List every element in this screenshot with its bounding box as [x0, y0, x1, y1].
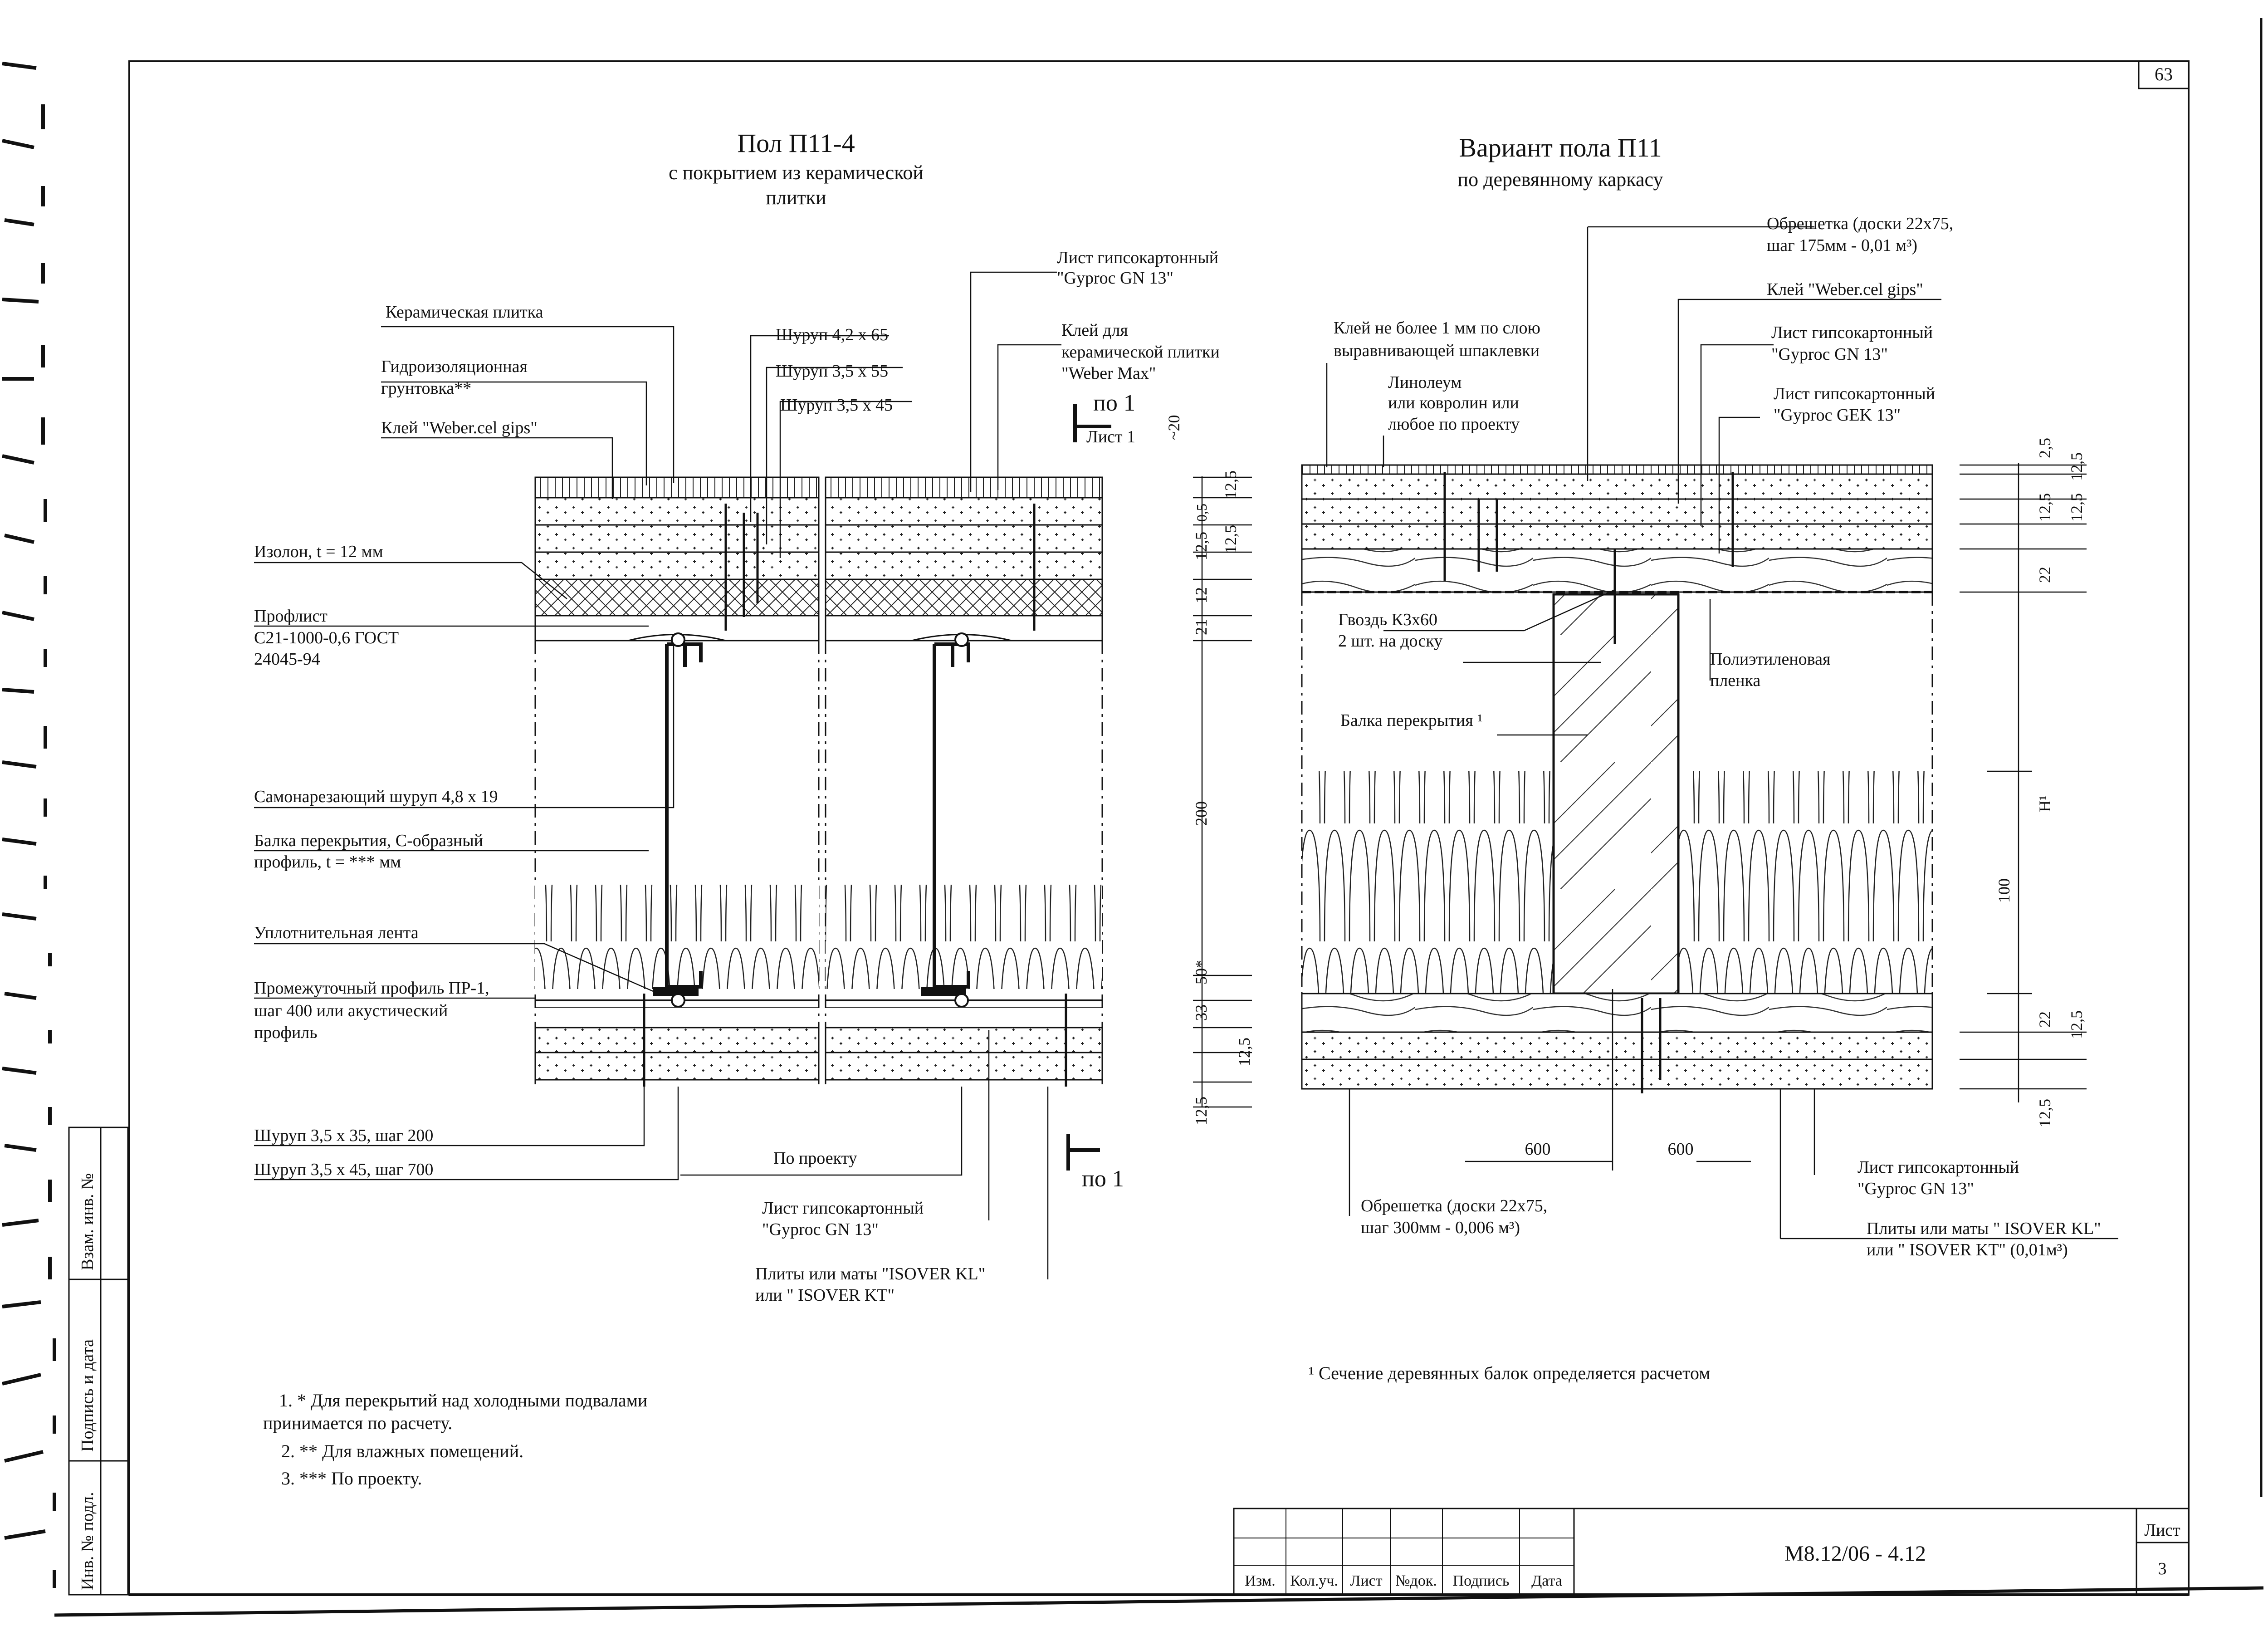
side-stamp [69, 1127, 128, 1595]
label-gkl-top-1: Лист гипсокартонный [1057, 248, 1219, 267]
left-subtitle-2: плитки [766, 186, 826, 209]
label-span-left: 600 [1525, 1140, 1551, 1159]
label-battens-bottom-1: Обрешетка (доски 22х75, [1361, 1196, 1548, 1215]
note-1a: 1. * Для перекрытий над холодными подвалами [279, 1390, 648, 1411]
label-pe-film-1: Полиэтиленовая [1710, 650, 1831, 669]
label-izolon: Изолон, t = 12 мм [254, 542, 383, 561]
left-panel-b [826, 477, 1102, 1087]
stamp-sign-label: Подпись и дата [78, 1339, 97, 1452]
label-mid-profile-3: профиль [254, 1023, 318, 1042]
right-drawing-title [1458, 133, 1663, 191]
label-gkl-bottom-r-1: Лист гипсокартонный [1857, 1158, 2019, 1177]
label-mid-profile-1: Промежуточный профиль ПР-1, [254, 979, 489, 998]
dim-r-4: 22 [2036, 567, 2054, 583]
label-gkl-bottom-1: Лист гипсокартонный [762, 1199, 924, 1218]
label-glue-weber: Клей "Weber.cel gips" [381, 418, 538, 437]
right-labels [1334, 214, 2101, 1259]
label-proflist-3: 24045-94 [254, 650, 320, 669]
label-glue-layer-1: Клей не более 1 мм по слою [1334, 318, 1540, 338]
label-beam-2: профиль, t = *** мм [254, 852, 401, 872]
label-nail-1: Гвоздь К3х60 [1338, 610, 1438, 629]
tb-sign: Подпись [1452, 1572, 1510, 1589]
right-dimensions [1995, 438, 2086, 1127]
binding-holes [2, 64, 54, 1588]
label-linoleum-3: любое по проекту [1388, 415, 1520, 434]
label-section-mark: по 1 [1093, 390, 1135, 416]
tb-sheet-label: Лист [2144, 1521, 2180, 1540]
dim-l-9: 33 [1192, 1004, 1210, 1021]
dim-l-5: 12 [1192, 587, 1210, 603]
tb-sheet-number: 3 [2158, 1559, 2167, 1578]
label-waterproof-2: грунтовка** [381, 379, 472, 398]
label-isover-r-2: или " ISOVER KT" (0,01м³) [1867, 1240, 2068, 1259]
dim-r-8: 12,5 [2068, 1010, 2086, 1039]
label-by-project: По проекту [773, 1149, 857, 1168]
dim-l-6: 21 [1192, 619, 1210, 635]
label-gkl-bottom-r-2: "Gyproc GN 13" [1857, 1179, 1974, 1198]
dim-l-7: 200 [1192, 801, 1210, 826]
left-drawing-title [669, 128, 924, 209]
dim-r-2: 12,5 [2036, 493, 2054, 522]
label-section-mark-bottom: по 1 [1082, 1166, 1124, 1192]
label-gkl-gek-2: "Gyproc GEK 13" [1774, 406, 1901, 425]
dim-l-3: 12,5 [1222, 525, 1240, 553]
dim-l-4: 12,5 [1192, 532, 1210, 560]
label-proflist-1: Профлист [254, 607, 327, 626]
label-isover-2: или " ISOVER KT" [755, 1286, 895, 1305]
dim-r-5: H¹ [2036, 795, 2054, 812]
dim-r-6: 100 [1995, 878, 2013, 903]
dim-l-8: 50* [1192, 960, 1210, 984]
label-battens-top-2: шаг 175мм - 0,01 м³) [1767, 236, 1918, 255]
label-isover-1: Плиты или маты "ISOVER KL" [755, 1264, 986, 1283]
notes [263, 1363, 1711, 1489]
label-gkl-top-2: "Gyproc GN 13" [1057, 269, 1173, 288]
label-ceramic-tile: Керамическая плитка [386, 303, 543, 322]
label-glue-ceramic-2: керамической плитки [1061, 343, 1220, 362]
dim-l-0: ~20 [1165, 415, 1183, 440]
dim-r-9: 12,5 [2036, 1099, 2054, 1127]
dim-l-10: 12,5 [1235, 1038, 1253, 1066]
label-isover-r-1: Плиты или маты " ISOVER KL" [1867, 1219, 2101, 1238]
label-screw-35-35: Шуруп 3,5 х 35, шаг 200 [254, 1126, 434, 1145]
tb-izm: Изм. [1245, 1572, 1276, 1589]
label-battens-top-1: Обрешетка (доски 22х75, [1767, 214, 1954, 233]
dim-r-1: 12,5 [2068, 452, 2086, 481]
label-glue-layer-2: выравнивающей шпаклевки [1334, 341, 1540, 360]
dim-l-1: 12,5 [1222, 470, 1240, 499]
label-pe-film-2: пленка [1710, 671, 1761, 690]
label-proflist-2: С21-1000-0,6 ГОСТ [254, 628, 399, 647]
label-beam-r: Балка перекрытия ¹ [1340, 711, 1483, 730]
note-1b: принимается по расчету. [263, 1413, 453, 1433]
right-title: Вариант пола П11 [1459, 133, 1662, 162]
page-number: 63 [2155, 64, 2173, 84]
label-screw-35-45: Шуруп 3,5 х 45 [780, 396, 893, 415]
label-linoleum-2: или ковролин или [1388, 393, 1519, 412]
label-glue-ceramic-3: "Weber Max" [1061, 364, 1156, 383]
left-panel-a [535, 477, 819, 1087]
footnote: ¹ Сечение деревянных балок определяется расчетом [1309, 1363, 1711, 1383]
label-screw-42-65: Шуруп 4,2 х 65 [776, 325, 889, 344]
right-subtitle: по деревянному каркасу [1457, 168, 1663, 191]
page-number-box [2139, 61, 2189, 88]
title-block [1234, 1509, 2189, 1595]
label-gkl-gek-1: Лист гипсокартонный [1774, 384, 1936, 403]
dim-r-3: 12,5 [2068, 493, 2086, 522]
left-subtitle-1: с покрытием из керамической [669, 162, 924, 184]
dim-r-7: 22 [2036, 1011, 2054, 1028]
label-self-screw: Самонарезающий шуруп 4,8 х 19 [254, 787, 498, 806]
label-mid-profile-2: шаг 400 или акустический [254, 1001, 448, 1020]
dim-l-2: 0,5 [1193, 504, 1210, 522]
note-3: 3. *** По проекту. [281, 1468, 422, 1489]
left-title: Пол П11-4 [737, 128, 855, 158]
dim-l-11: 12,5 [1192, 1097, 1210, 1125]
label-gkl-gn-2: "Gyproc GN 13" [1771, 345, 1888, 364]
label-screw-35-55: Шуруп 3,5 х 55 [776, 362, 889, 381]
stamp-replace-label: Взам. инв. № [78, 1173, 97, 1270]
stamp-inv-label: Инв. № подл. [78, 1492, 97, 1590]
label-glue-ceramic-1: Клей для [1061, 321, 1128, 340]
label-waterproof-1: Гидроизоляционная [381, 357, 528, 376]
label-screw-35-45-700: Шуруп 3,5 х 45, шаг 700 [254, 1160, 434, 1179]
label-beam-1: Балка перекрытия, С-образный [254, 831, 484, 850]
left-dimensions [1165, 415, 1253, 1125]
tb-doc: №док. [1395, 1572, 1437, 1589]
label-battens-bottom-2: шаг 300мм - 0,006 м³) [1361, 1218, 1520, 1237]
label-linoleum-1: Линолеум [1388, 373, 1462, 392]
tb-list: Лист [1350, 1572, 1383, 1589]
label-section-sheet: Лист 1 [1086, 427, 1136, 446]
label-seal-tape: Уплотнительная лента [254, 923, 419, 942]
label-gkl-gn-1: Лист гипсокартонный [1771, 323, 1933, 342]
tb-kolvo: Кол.уч. [1290, 1572, 1338, 1589]
label-span-right: 600 [1667, 1140, 1694, 1159]
tb-date: Дата [1531, 1572, 1562, 1589]
note-2: 2. ** Для влажных помещений. [281, 1441, 524, 1461]
label-gkl-bottom-2: "Gyproc GN 13" [762, 1220, 879, 1239]
label-nail-2: 2 шт. на доску [1338, 632, 1443, 651]
label-glue-weber-r: Клей "Weber.cel gips" [1767, 280, 1923, 299]
dim-r-0: 2,5 [2036, 438, 2054, 458]
document-code: М8.12/06 - 4.12 [1784, 1542, 1926, 1566]
